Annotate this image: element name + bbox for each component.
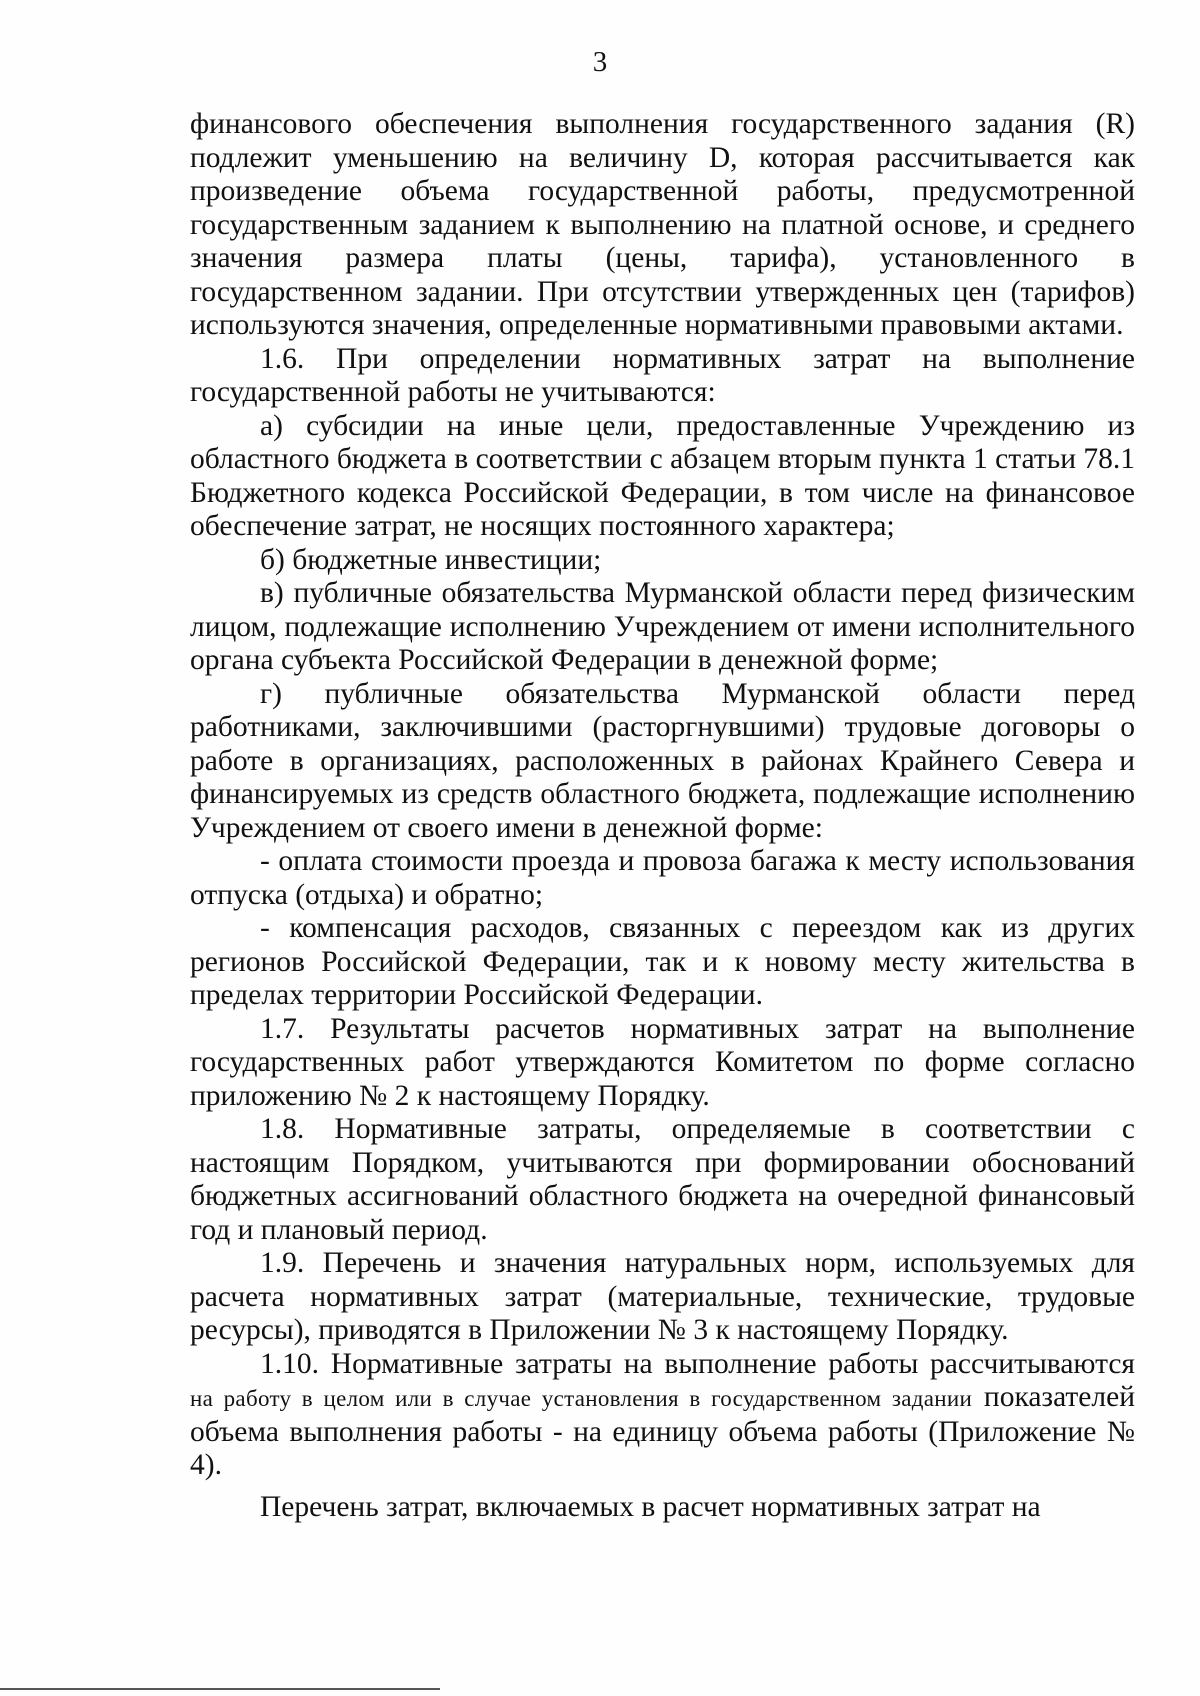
paragraph-1-10-first-line: 1.10. Нормативные затраты на выполнение работы рассчитываются bbox=[260, 1347, 1135, 1380]
paragraph-1-6: 1.6. При определении нормативных затрат на выполнение государственной работы не учитываются: bbox=[190, 342, 1135, 408]
paragraph-continuation: финансового обеспечения выполнения государственного задания (R) подлежит уменьшению на величину D, которая рассчитывается как произведение объема государственной работы, предусмотренной государственным заданием к выполнению на платной основе, и среднего значения размера платы (цены, тарифа), установленного в государственном задании. При отсутствии утвержденных цен (тарифов) используются значения, определенные нормативными правовыми актами. bbox=[190, 108, 1135, 341]
paragraph-1-7: 1.7. Результаты расчетов нормативных затрат на выполнение государственных работ утверждаются Комитетом по форме согласно приложению № 2 к настоящему Порядку. bbox=[190, 1012, 1135, 1112]
paragraph-1-10 bbox=[190, 1348, 1135, 1483]
paragraph-item-g: г) публичные обязательства Мурманской области перед работниками, заключившими (расторгнувшими) трудовые договоры о работе в организациях, расположенных в районах Крайнего Севера и финансируемых из средств областного бюджета, подлежащие исполнению Учреждением от своего имени в денежной форме: bbox=[190, 677, 1135, 844]
paragraph-1-9: 1.9. Перечень и значения натуральных норм, используемых для расчета нормативных затрат (материальные, технические, трудовые ресурсы), приводятся в Приложении № 3 к настоящему Порядку. bbox=[190, 1247, 1135, 1346]
paragraph-item-a: а) субсидии на иные цели, предоставленные Учреждению из областного бюджета в соответствии с абзацем вторым пункта 1 статьи 78.1 Бюджетного кодекса Российской Федерации, в том числе на финансовое обеспечение затрат, не носящих постоянного характера; bbox=[190, 409, 1135, 542]
document-body bbox=[190, 108, 1135, 1524]
paragraph-item-b: б) бюджетные инвестиции; bbox=[260, 543, 602, 576]
paragraph-1-8: 1.8. Нормативные затраты, определяемые в соответствии с настоящим Порядком, учитываются при формировании обоснований бюджетных ассигнований областного бюджета на очередной финансовый год и плановый период. bbox=[190, 1113, 1135, 1246]
paragraph-1-10-small-line: на работу в целом или в случае установления в государственном задании bbox=[190, 1386, 973, 1411]
paragraph-dash-travel: - оплата стоимости проезда и провоза багажа к месту использования отпуска (отдыха) и обратно; bbox=[190, 845, 1135, 911]
paragraph-1-10-rest: показателей объема выполнения работы - на единицу объема работы (Приложение № 4). bbox=[190, 1381, 1135, 1481]
page-number: 3 bbox=[592, 46, 608, 78]
paragraph-item-v: в) публичные обязательства Мурманской области перед физическим лицом, подлежащие исполнению Учреждением от имени исполнительного органа субъекта Российской Федерации в денежной форме; bbox=[190, 577, 1135, 676]
footer-rule bbox=[0, 1688, 440, 1690]
paragraph-dash-relocation: - компенсация расходов, связанных с переездом как из других регионов Российской Федерации, так и к новому месту жительства в пределах территории Российской Федерации. bbox=[190, 912, 1135, 1011]
paragraph-cost-list: Перечень затрат, включаемых в расчет нормативных затрат на bbox=[260, 1490, 1041, 1523]
